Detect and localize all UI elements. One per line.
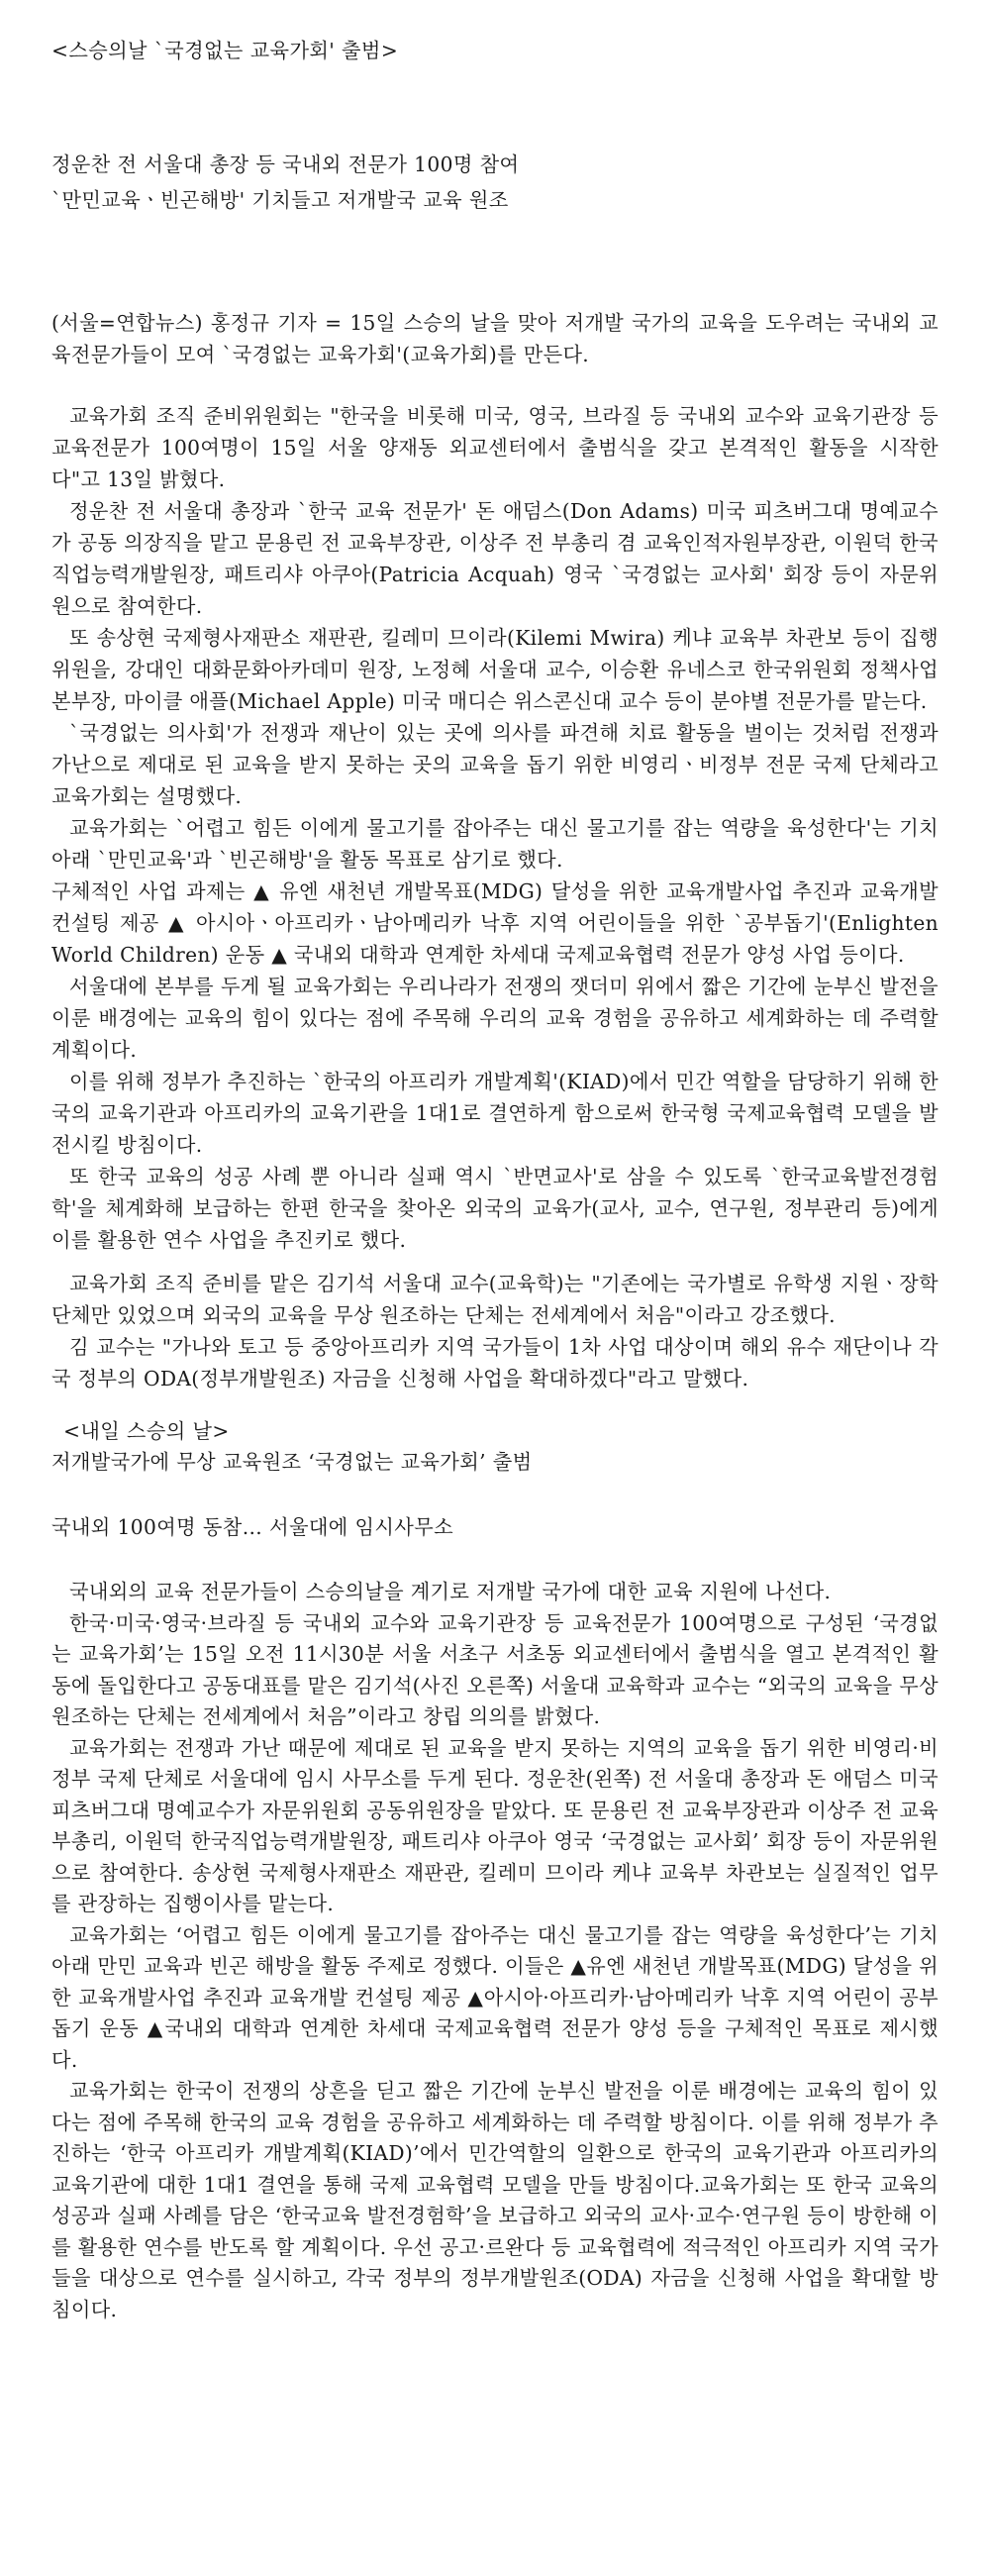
article1-paragraph-1: (서울=연합뉴스) 홍정규 기자 = 15일 스승의 날을 맞아 저개발 국가의 교육을 도우려는 국내외 교육전문가들이 모여 `국경없는 교육가회'(교육가회)를 만든다. <box>51 311 939 366</box>
article1-paragraph-7: 구체적인 사업 과제는 ▲ 유엔 새천년 개발목표(MDG) 달성을 위한 교육개발사업 추진과 교육개발 컨설팅 제공 ▲ 아시아ㆍ아프리카ㆍ남아메리카 낙후 지역 어린이들을 위한 `공부돕기'(Enlighten World Children) 운동 ▲ 국내외 대학과 연계한 차세대 국제교육협력 전문가 양성 사업 등이다. <box>51 879 939 967</box>
article1-paragraph-6: 교육가회는 `어렵고 힘든 이에게 물고기를 잡아주는 대신 물고기를 잡는 역량을 육성한다'는 기치 아래 `만민교육'과 `빈곤해방'을 활동 목표로 삼기로 했다. <box>51 816 939 872</box>
article2-paragraph-5: 교육가회는 한국이 전쟁의 상흔을 딛고 짧은 기간에 눈부신 발전을 이룬 배경에는 교육의 힘이 있다는 점에 주목해 한국의 교육 경험을 공유하고 세계화하는 데 주력할 방침이다. 이를 위해 정부가 추진하는 ‘한국 아프리카 개발계획(KIAD)’에서 민간역할의 일환으로 한국의 교육기관과 아프리카의 교육기관에 대한 1대1 결연을 통해 국제 교육협력 모델을 만들 방침이다.교육가회는 또 한국 교육의 성공과 실패 사례를 담은 ‘한국교육 발전경험학’을 보급하고 외국의 교사·교수·연구원 등이 방한해 이를 활용한 연수를 반도록 할 계획이다. 우선 공고·르완다 등 교육협력에 적극적인 아프리카 지역 국가들을 대상으로 연수를 실시하고, 각국 정부의 정부개발원조(ODA) 자금을 신청해 사업을 확대할 방침이다. <box>51 2079 939 2321</box>
article2-label: <내일 스승의 날> <box>63 1419 230 1443</box>
article2-paragraph-4: 교육가회는 ‘어렵고 힘든 이에게 물고기를 잡아주는 대신 물고기를 잡는 역량을 육성한다’는 기치 아래 만민 교육과 빈곤 해방을 활동 주제로 정했다. 이들은 ▲유엔 새천년 개발목표(MDG) 달성을 위한 교육개발사업 추진과 교육개발 컨설팅 제공 ▲아시아·아프리카·남아메리카 낙후 지역 어린이 공부돕기 운동 ▲국내외 대학과 연계한 차세대 국제교육협력 전문가 양성 등을 구체적인 목표로 제시했다. <box>51 1922 939 2072</box>
article2-paragraph-1: 국내외의 교육 전문가들이 스승의날을 계기로 저개발 국가에 대한 교육 지원에 나선다. <box>69 1580 832 1603</box>
article2-paragraph-3: 교육가회는 전쟁과 가난 때문에 제대로 된 교육을 받지 못하는 지역의 교육을 돕기 위한 비영리·비정부 국제 단체로 서울대에 임시 사무소를 두게 된다. 정운찬(왼쪽) 전 서울대 총장과 돈 애덤스 미국 피츠버그대 명예교수가 자문위원회 공동위원장을 맡았다. 또 문용린 전 교육부장관과 이상주 전 교육부총리, 이원덕 한국직업능력개발원장, 패트리샤 아쿠아 영국 ‘국경없는 교사회’ 회장 등이 자문위원으로 참여한다. 송상현 국제형사재판소 재판관, 킬레미 므이라 케냐 교육부 차관보는 실질적인 업무를 관장하는 집행이사를 맡는다. <box>51 1735 939 1915</box>
article1-paragraph-5: `국경없는 의사회'가 전쟁과 재난이 있는 곳에 의사를 파견해 치료 활동을 벌이는 것처럼 전쟁과 가난으로 제대로 된 교육을 받지 못하는 곳의 교육을 돕기 위한 비영리ㆍ비정부 전문 국제 단체라고 교육가회는 설명했다. <box>51 721 939 808</box>
article2-subhead: 국내외 100여명 동참… 서울대에 임시사무소 <box>51 1515 454 1539</box>
article1-paragraph-12: 김 교수는 "가나와 토고 등 중앙아프리카 지역 국가들이 1차 사업 대상이며 해외 유수 재단이나 각국 정부의 ODA(정부개발원조) 자금을 신청해 사업을 확대하겠다"라고 말했다. <box>51 1335 939 1391</box>
article1-subhead-2: `만민교육ㆍ빈곤해방' 기치들고 저개발국 교육 원조 <box>51 188 509 212</box>
article1-paragraph-4: 또 송상현 국제형사재판소 재판관, 킬레미 므이라(Kilemi Mwira) 케냐 교육부 차관보 등이 집행위원을, 강대인 대화문화아카데미 원장, 노정혜 서울대 교수, 이승환 유네스코 한국위원회 정책사업본부장, 마이클 애플(Michael Apple) 미국 매디슨 위스콘신대 교수 등이 분야별 전문가를 맡는다. <box>51 626 939 713</box>
article2-paragraph-2: 한국·미국·영국·브라질 등 국내외 교수와 교육기관장 등 교육전문가 100여명으로 구성된 ‘국경없는 교육가회’는 15일 오전 11시30분 서울 서초구 서초동 외교센터에서 출범식을 열고 본격적인 활동에 돌입한다고 공동대표를 맡은 김기석(사진 오른쪽) 서울대 교육학과 교수는 “외국의 교육을 무상 원조하는 단체는 전세계에서 처음”이라고 창립 의의를 밝혔다. <box>51 1610 939 1728</box>
article1-paragraph-8: 서울대에 본부를 두게 될 교육가회는 우리나라가 전쟁의 잿더미 위에서 짧은 기간에 눈부신 발전을 이룬 배경에는 교육의 힘이 있다는 점에 주목해 우리의 교육 경험을 공유하고 세계화하는 데 주력할 계획이다. <box>51 975 939 1062</box>
article1-paragraph-10: 또 한국 교육의 성공 사례 뿐 아니라 실패 역시 `반면교사'로 삼을 수 있도록 `한국교육발전경험학'을 체계화해 보급하는 한편 한국을 찾아온 외국의 교육가(교사, 교수, 연구원, 정부관리 등)에게 이를 활용한 연수 사업을 추진키로 했다. <box>51 1165 939 1252</box>
article1-label: <스승의날 `국경없는 교육가회' 출범> <box>51 39 399 62</box>
article2-headline: 저개발국가에 무상 교육원조 ‘국경없는 교육가회’ 출범 <box>51 1450 533 1474</box>
article1-paragraph-11: 교육가회 조직 준비를 맡은 김기석 서울대 교수(교육학)는 "기존에는 국가별로 유학생 지원ㆍ장학 단체만 있었으며 외국의 교육을 무상 원조하는 단체는 전세계에서 처음"이라고 강조했다. <box>51 1272 939 1327</box>
article1-paragraph-2: 교육가회 조직 준비위원회는 "한국을 비롯해 미국, 영국, 브라질 등 국내외 교수와 교육기관장 등 교육전문가 100여명이 15일 서울 양재동 외교센터에서 출범식을 갖고 본격적인 활동을 시작한다"고 13일 밝혔다. <box>51 404 939 491</box>
article1-paragraph-3: 정운찬 전 서울대 총장과 `한국 교육 전문가' 돈 애덤스(Don Adams) 미국 피츠버그대 명예교수가 공동 의장직을 맡고 문용린 전 교육부장관, 이상주 전 부총리 겸 교육인적자원부장관, 이원덕 한국직업능력개발원장, 패트리샤 아쿠아(Patricia Acquah) 영국 `국경없는 교사회' 회장 등이 자문위원으로 참여한다. <box>51 499 939 618</box>
article1-subhead-1: 정운찬 전 서울대 총장 등 국내외 전문가 100명 참여 <box>51 153 520 176</box>
article1-paragraph-9: 이를 위해 정부가 추진하는 `한국의 아프리카 개발계획'(KIAD)에서 민간 역할을 담당하기 위해 한국의 교육기관과 아프리카의 교육기관을 1대1로 결연하게 함으로써 한국형 국제교육협력 모델을 발전시킬 방침이다. <box>51 1070 939 1157</box>
